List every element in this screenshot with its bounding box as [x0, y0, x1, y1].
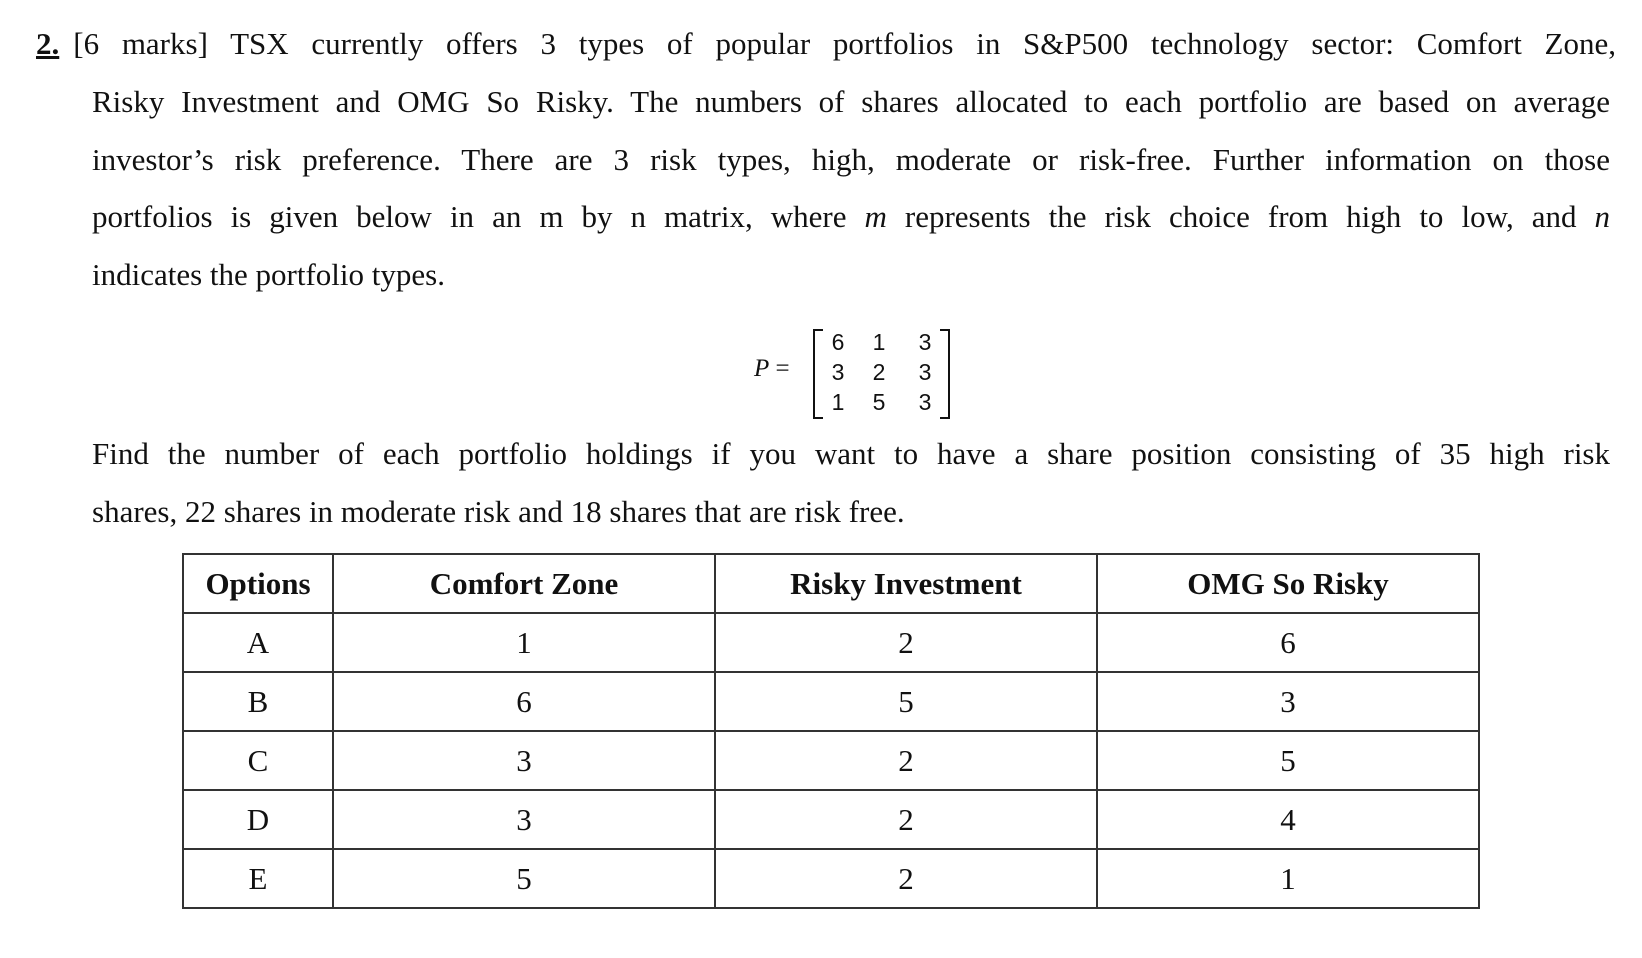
table-cell: 6: [333, 672, 715, 731]
option-label: E: [183, 849, 333, 908]
matrix-grid: [820, 327, 948, 417]
matrix-cell: 5: [872, 388, 886, 415]
var-m: m: [864, 199, 887, 234]
table-cell: 6: [1097, 613, 1479, 672]
find-line-1: Find the number of each portfolio holdings if you want to have a share position consisting of 35 high risk: [92, 436, 1610, 471]
option-label: C: [183, 731, 333, 790]
var-n: n: [1594, 199, 1610, 234]
table-cell: 5: [1097, 731, 1479, 790]
line4-text-a: portfolios is given below in an m by n matrix, where: [92, 199, 865, 234]
table-cell: 1: [333, 613, 715, 672]
table-cell: 2: [715, 849, 1097, 908]
table-cell: 5: [715, 672, 1097, 731]
header-omg-so-risky: OMG So Risky: [1097, 554, 1479, 613]
table-cell: 3: [1097, 672, 1479, 731]
matrix-cell: 3: [918, 358, 932, 385]
header-options: Options: [183, 554, 333, 613]
table-cell: 3: [333, 731, 715, 790]
find-line-2: shares, 22 shares in moderate risk and 18 shares that are risk free.: [92, 494, 905, 529]
question-line-4: [92, 197, 1610, 237]
matrix-variable: P: [754, 355, 770, 382]
table-cell: 2: [715, 613, 1097, 672]
table-cell: 5: [333, 849, 715, 908]
table-cell: 4: [1097, 790, 1479, 849]
matrix-equals: =: [775, 355, 790, 382]
question-line-2: Risky Investment and OMG So Risky. The numbers of shares allocated to each portfolio are based on average: [92, 84, 1610, 119]
matrix-right-bracket: [940, 329, 950, 419]
header-risky-investment: Risky Investment: [715, 554, 1097, 613]
table-cell: 2: [715, 731, 1097, 790]
table-cell: 1: [1097, 849, 1479, 908]
question-line-1: [36, 24, 1616, 64]
line4-text-b: represents the risk choice from high to low, and: [886, 199, 1595, 234]
table-row: [183, 731, 1479, 790]
question-number: 2.: [36, 26, 60, 61]
question-line-3: investor’s risk preference. There are 3 risk types, high, moderate or risk-free. Further information on those: [92, 142, 1610, 177]
matrix-cell: 3: [918, 328, 932, 355]
table-row: [183, 790, 1479, 849]
table-cell: 3: [333, 790, 715, 849]
option-label: B: [183, 672, 333, 731]
table-row: [183, 613, 1479, 672]
matrix-cell: 2: [872, 358, 886, 385]
matrix-cell: 6: [831, 328, 845, 355]
matrix-cell: 3: [831, 358, 845, 385]
question-line-5: indicates the portfolio types.: [92, 257, 445, 292]
table-cell: 2: [715, 790, 1097, 849]
matrix-label: [754, 355, 790, 383]
table-row: [183, 849, 1479, 908]
option-label: A: [183, 613, 333, 672]
header-comfort-zone: Comfort Zone: [333, 554, 715, 613]
options-table: [182, 553, 1480, 909]
matrix-cell: 3: [918, 388, 932, 415]
table-row: [183, 672, 1479, 731]
table-header-row: [183, 554, 1479, 613]
matrix-cell: 1: [872, 328, 886, 355]
option-label: D: [183, 790, 333, 849]
matrix-cell: 1: [831, 388, 845, 415]
question-text-line-1: [6 marks] TSX currently offers 3 types of popular portfolios in S&P500 technology sector: Comfort Zone,: [73, 26, 1616, 61]
